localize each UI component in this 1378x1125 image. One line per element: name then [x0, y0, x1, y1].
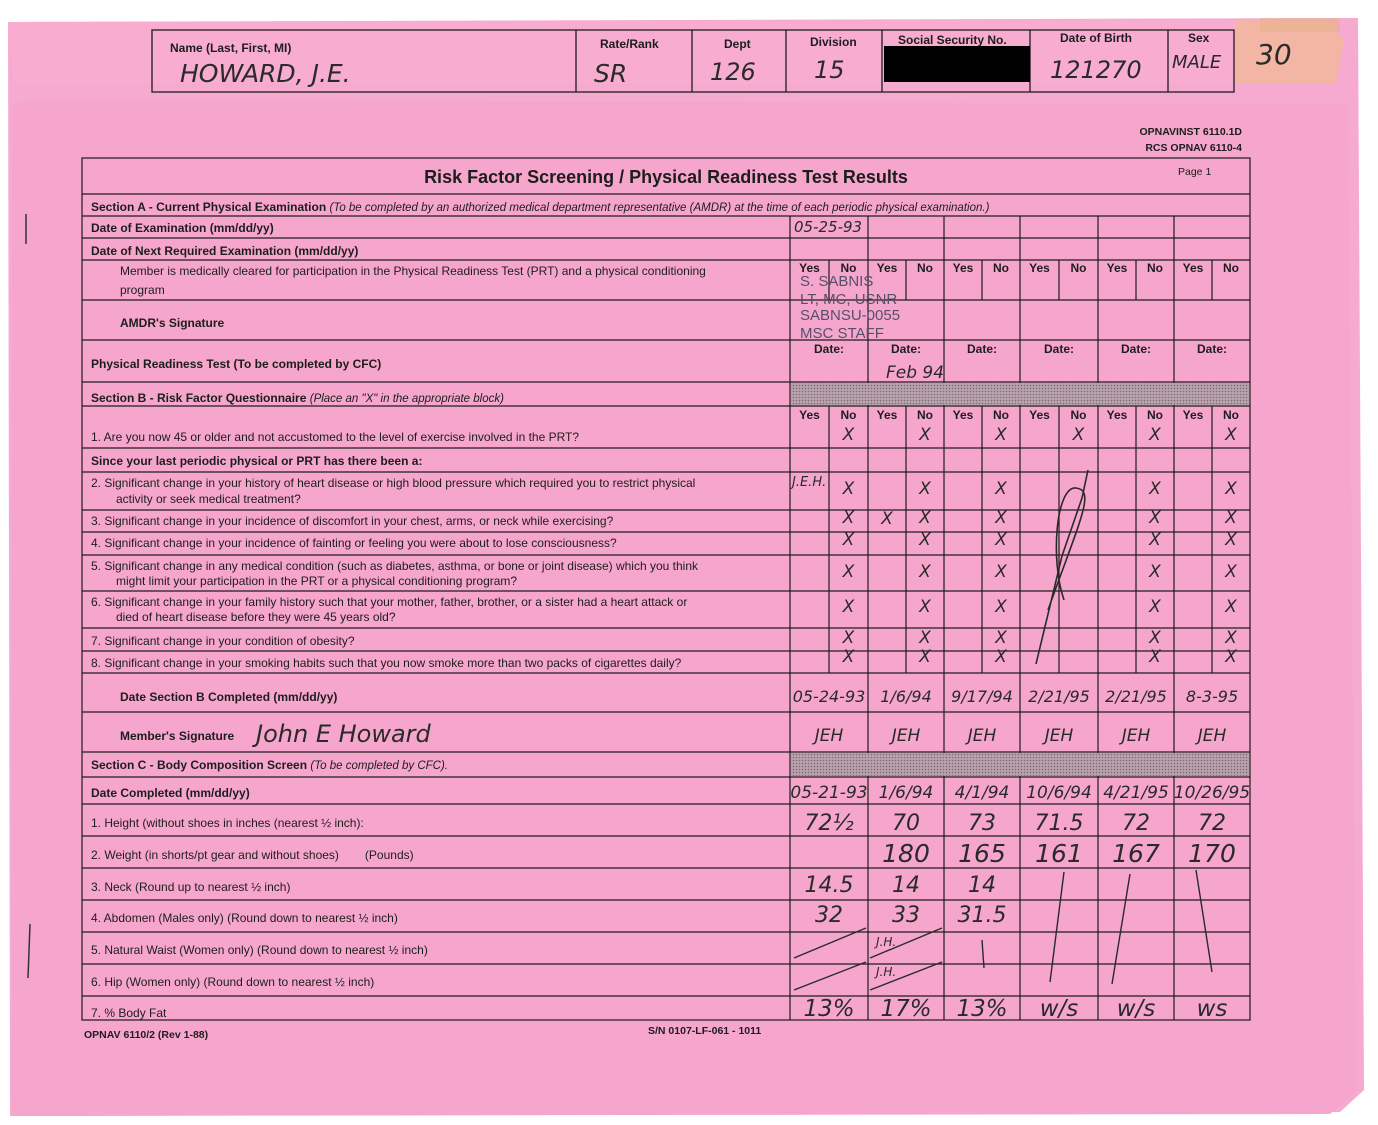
- stamp-line-2: LT, MC, USNR: [800, 291, 898, 308]
- prt-date-label: Date:: [1120, 342, 1152, 356]
- question-1: 1. Are you now 45 or older and not accustomed to the level of exercise involved in the PRT?: [91, 430, 580, 444]
- no-mark: X: [995, 479, 1007, 499]
- tab-header-name: Name (Last, First, MI): [170, 41, 292, 55]
- stamp-line-3: SABNSU-0055: [800, 307, 901, 324]
- section-b-date-value: 05-24-93: [792, 687, 866, 706]
- no-mark: X: [919, 425, 931, 445]
- body-comp-date-value: 10/6/94: [1026, 783, 1092, 803]
- section-b-initials-value: JEH: [1121, 726, 1151, 746]
- q2-initials: J.E.H.: [792, 475, 827, 490]
- form-reference-1: OPNAVINST 6110.1D: [1139, 126, 1242, 138]
- section-c-heading: Section C - Body Composition Screen (To be completed by CFC).: [91, 758, 449, 772]
- form-reference-2: RCS OPNAV 6110-4: [1145, 142, 1242, 154]
- no-mark: X: [995, 562, 1007, 582]
- no-mark: X: [1149, 425, 1161, 445]
- question-6-line-1: 6. Significant change in your family history such that your mother, father, brother, or a sister had a heart attack or: [91, 595, 688, 609]
- shaded-row-section-b: [791, 383, 1249, 405]
- question-6-line-2: died of heart disease before they were 45 years old?: [116, 610, 396, 624]
- since-last-heading: Since your last periodic physical or PRT has there been a:: [91, 454, 423, 468]
- no-mark: X: [1225, 562, 1237, 582]
- no-header: No: [1147, 261, 1163, 275]
- abdomen-value: 32: [815, 903, 843, 928]
- no-mark: X: [919, 530, 931, 550]
- height-value: 70: [892, 811, 920, 836]
- hip-initials: J.H.: [876, 965, 897, 979]
- yes-header: Yes: [1029, 408, 1050, 422]
- question-7: 7. Significant change in your condition of obesity?: [91, 634, 355, 648]
- no-mark: X: [842, 479, 855, 499]
- prt-date-label: Date:: [890, 342, 922, 356]
- prt-label: Physical Readiness Test (To be completed by CFC): [91, 357, 382, 371]
- height-label: 1. Height (without shoes in inches (nearest ½ inch):: [91, 816, 364, 830]
- no-mark: X: [842, 647, 855, 667]
- no-mark: X: [1149, 562, 1161, 582]
- no-mark: X: [1225, 508, 1237, 528]
- no-header: No: [993, 408, 1009, 422]
- abdomen-value: 33: [892, 903, 920, 928]
- question-8: 8. Significant change in your smoking habits such that you now smoke more than two packs of cigarettes daily?: [91, 656, 682, 670]
- yes-header: Yes: [1182, 408, 1204, 422]
- neck-value: 14.5: [804, 873, 854, 898]
- neck-value: 14: [892, 873, 920, 898]
- ssn-redaction: [884, 46, 1030, 82]
- cleared-label-1: Member is medically cleared for participation in the Physical Readiness Test (PRT) and a physical conditioning: [120, 264, 706, 278]
- body-fat-value: 13%: [803, 996, 855, 1022]
- exam-date-value: 05-25-93: [794, 218, 863, 236]
- body-fat-value: ws: [1196, 996, 1228, 1022]
- yes-header: Yes: [799, 408, 820, 422]
- prt-date-label: Date:: [813, 342, 845, 356]
- body-comp-date-value: 05-21-93: [790, 783, 868, 803]
- tab-corner-number: 30: [1256, 38, 1292, 71]
- form-title: Risk Factor Screening / Physical Readiness Test Results: [424, 167, 908, 187]
- body-fat-value: w/s: [1116, 996, 1156, 1022]
- section-a-heading: Section A - Current Physical Examination (To be completed by an authorized medical department representative (AMDR) at the time of each periodic physical examination.): [91, 200, 990, 214]
- no-mark: X: [1072, 425, 1085, 445]
- no-mark: X: [995, 647, 1007, 667]
- neck-label: 3. Neck (Round up to nearest ½ inch): [91, 880, 291, 894]
- no-mark: X: [1149, 479, 1161, 499]
- prt-date-label: Date:: [1043, 342, 1075, 356]
- no-header: No: [917, 261, 933, 275]
- tab-header-ssn: Social Security No.: [898, 33, 1007, 47]
- footer-stock-number: S/N 0107-LF-061 - 1011: [648, 1025, 762, 1037]
- no-mark: X: [919, 628, 931, 648]
- yes-header: Yes: [952, 261, 974, 275]
- body-comp-date-value: 1/6/94: [878, 783, 934, 803]
- no-mark: X: [1225, 479, 1237, 499]
- body-fat-value: 17%: [880, 996, 932, 1022]
- abdomen-value: 31.5: [957, 903, 1007, 928]
- waist-initials: J.H.: [876, 935, 897, 949]
- member-signature: John E Howard: [256, 720, 431, 748]
- weight-label: 2. Weight (in shorts/pt gear and without shoes) (Pounds): [91, 848, 414, 862]
- cleared-label-2: program: [120, 283, 165, 297]
- yes-header: Yes: [799, 261, 820, 275]
- stamp-line-1: S. SABNIS: [800, 273, 874, 290]
- section-b-date-value: 2/21/95: [1105, 687, 1167, 706]
- yes-header: Yes: [876, 408, 898, 422]
- section-b-initials-value: JEH: [891, 726, 921, 746]
- tab-value-dept: 126: [710, 58, 756, 86]
- height-value: 71.5: [1034, 811, 1084, 836]
- no-mark: X: [1225, 597, 1237, 617]
- neck-value: 14: [968, 873, 996, 898]
- yes-header: Yes: [876, 261, 898, 275]
- question-4: 4. Significant change in your incidence of fainting or feeling you were about to lose consciousness?: [91, 536, 617, 550]
- question-5-line-2: might limit your participation in the PRT or a physical conditioning program?: [116, 574, 518, 588]
- shaded-row-section-c: [791, 753, 1249, 776]
- section-b-heading: Section B - Risk Factor Questionnaire (Place an "X" in the appropriate block): [91, 391, 504, 405]
- body-comp-date-value: 4/21/95: [1103, 783, 1169, 803]
- no-mark: X: [1149, 530, 1161, 550]
- no-header: No: [1223, 261, 1239, 275]
- weight-value: 170: [1188, 839, 1236, 868]
- tab-header-sex: Sex: [1188, 31, 1210, 45]
- section-b-date-value: 8-3-95: [1185, 687, 1239, 706]
- waist-label: 5. Natural Waist (Women only) (Round down to nearest ½ inch): [91, 943, 428, 957]
- no-header: No: [840, 261, 857, 275]
- no-mark: X: [1149, 597, 1161, 617]
- no-header: No: [1070, 408, 1087, 422]
- no-mark: X: [842, 597, 855, 617]
- no-mark: X: [1149, 508, 1161, 528]
- no-mark: X: [842, 425, 855, 445]
- section-b-initials-value: JEH: [1197, 726, 1227, 746]
- yes-header: Yes: [1182, 261, 1204, 275]
- exam-date-label: Date of Examination (mm/dd/yy): [91, 221, 274, 235]
- weight-value: 180: [882, 839, 930, 868]
- tab-value-rate: SR: [594, 59, 628, 88]
- no-mark: X: [1149, 647, 1161, 667]
- abdomen-label: 4. Abdomen (Males only) (Round down to nearest ½ inch): [91, 911, 398, 925]
- tab-header-dept: Dept: [724, 37, 751, 51]
- no-header: No: [1147, 408, 1163, 422]
- member-signature-label: Member's Signature: [120, 729, 235, 743]
- footer-form-number: OPNAV 6110/2 (Rev 1-88): [84, 1029, 209, 1041]
- yes-header: Yes: [1106, 261, 1128, 275]
- yes-mark: X: [881, 509, 893, 529]
- no-mark: X: [995, 628, 1007, 648]
- next-exam-label: Date of Next Required Examination (mm/dd/yy): [91, 244, 359, 258]
- no-mark: X: [995, 597, 1007, 617]
- no-mark: X: [995, 425, 1007, 445]
- no-header: No: [917, 408, 933, 422]
- prt-date-value: Feb 94: [886, 363, 945, 383]
- question-5-line-1: 5. Significant change in any medical condition (such as diabetes, asthma, or bone or joint disease) which you think: [91, 559, 699, 573]
- corner-wear: [1260, 18, 1340, 32]
- date-c-completed-label: Date Completed (mm/dd/yy): [91, 786, 250, 800]
- no-mark: X: [919, 562, 931, 582]
- no-mark: X: [919, 597, 931, 617]
- body-fat-value: 13%: [956, 996, 1008, 1022]
- tab-header-division: Division: [810, 35, 857, 49]
- height-value: 73: [968, 811, 996, 836]
- no-mark: X: [995, 508, 1007, 528]
- tab-value-sex: MALE: [1172, 52, 1222, 73]
- hip-label: 6. Hip (Women only) (Round down to nearest ½ inch): [91, 975, 375, 989]
- no-mark: X: [842, 508, 855, 528]
- section-b-date-value: 1/6/94: [880, 687, 932, 706]
- height-value: 72: [1122, 811, 1150, 836]
- tab-value-division: 15: [814, 56, 845, 84]
- page-number: Page 1: [1178, 166, 1212, 178]
- amdr-signature-label: AMDR's Signature: [120, 316, 225, 330]
- no-mark: X: [1225, 530, 1237, 550]
- section-b-initials-value: JEH: [1044, 726, 1074, 746]
- tab-value-dob: 121270: [1050, 56, 1142, 84]
- date-b-completed-label: Date Section B Completed (mm/dd/yy): [120, 690, 338, 704]
- height-value: 72: [1198, 811, 1226, 836]
- no-mark: X: [842, 562, 855, 582]
- no-mark: X: [1225, 425, 1237, 445]
- weight-value: 165: [958, 839, 1006, 868]
- no-mark: X: [1225, 628, 1237, 648]
- weight-value: 167: [1112, 839, 1160, 868]
- section-b-date-value: 9/17/94: [951, 687, 1013, 706]
- body-fat-value: w/s: [1039, 996, 1079, 1022]
- no-header: No: [993, 261, 1009, 275]
- no-mark: X: [919, 508, 931, 528]
- section-b-initials-value: JEH: [967, 726, 997, 746]
- no-header: No: [1070, 261, 1087, 275]
- yes-header: Yes: [952, 408, 974, 422]
- no-header: No: [1223, 408, 1239, 422]
- stamp-line-4: MSC STAFF: [800, 325, 884, 342]
- body-fat-label: 7. % Body Fat: [91, 1006, 167, 1020]
- prt-date-label: Date:: [1196, 342, 1228, 356]
- body-comp-date-value: 10/26/95: [1173, 783, 1251, 803]
- weight-value: 161: [1035, 839, 1083, 868]
- no-mark: X: [1149, 628, 1161, 648]
- tab-header-dob: Date of Birth: [1060, 31, 1132, 45]
- question-2-line-2: activity or seek medical treatment?: [116, 492, 301, 506]
- no-mark: X: [1225, 647, 1237, 667]
- tab-header-rate: Rate/Rank: [600, 37, 659, 51]
- section-b-initials-value: JEH: [814, 726, 844, 746]
- no-header: No: [840, 408, 857, 422]
- no-mark: X: [842, 628, 855, 648]
- height-value: 72½: [804, 811, 854, 836]
- no-mark: X: [919, 479, 931, 499]
- yes-header: Yes: [1029, 261, 1050, 275]
- no-mark: X: [842, 530, 855, 550]
- question-3: 3. Significant change in your incidence of discomfort in your chest, arms, or neck while exercising?: [91, 514, 614, 528]
- no-mark: X: [995, 530, 1007, 550]
- body-comp-date-value: 4/1/94: [954, 783, 1010, 803]
- no-mark: X: [919, 647, 931, 667]
- prt-date-label: Date:: [966, 342, 998, 356]
- question-2-line-1: 2. Significant change in your history of heart disease or high blood pressure which required you to restrict physical: [91, 476, 696, 490]
- tab-value-name: HOWARD, J.E.: [180, 59, 351, 88]
- yes-header: Yes: [1106, 408, 1128, 422]
- section-b-date-value: 2/21/95: [1028, 687, 1090, 706]
